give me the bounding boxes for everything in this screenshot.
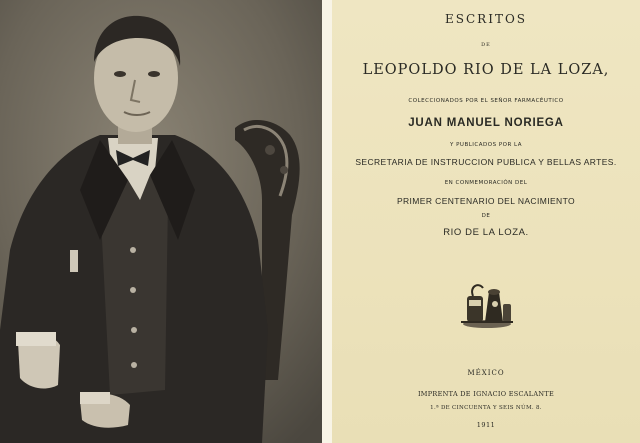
printer-line: IMPRENTA DE IGNACIO ESCALANTE bbox=[417, 390, 555, 398]
title-page bbox=[332, 0, 640, 443]
author-name: LEOPOLDO RIO DE LA LOZA, bbox=[362, 62, 610, 78]
title-escritos: ESCRITOS bbox=[445, 12, 527, 26]
title-de: DE bbox=[481, 42, 491, 48]
city-line: MÉXICO bbox=[467, 369, 505, 377]
rio-de-la-loza-line: RIO DE LA LOZA. bbox=[443, 227, 529, 238]
published-by-line: Y PUBLICADOS POR LA bbox=[450, 142, 522, 148]
year-line: 1911 bbox=[476, 421, 496, 429]
page-gutter bbox=[322, 0, 332, 443]
commemoration-line: EN CONMEMORACIÓN DEL bbox=[444, 180, 528, 186]
collected-by-line: COLECCIONADOS POR EL SEÑOR FARMACÉUTICO bbox=[408, 98, 564, 104]
pharmacy-emblem-icon bbox=[459, 278, 515, 330]
secretaria-line: SECRETARIA DE INSTRUCCION PUBLICA Y BELLAS ARTES. bbox=[355, 157, 617, 167]
collector-name: JUAN MANUEL NORIEGA bbox=[408, 117, 564, 129]
address-line: 1.ª DE CINCUENTA Y SEIS NÚM. 8. bbox=[430, 405, 542, 411]
de-line-2: DE bbox=[481, 213, 491, 219]
centenary-line: PRIMER CENTENARIO DEL NACIMIENTO bbox=[396, 196, 576, 206]
